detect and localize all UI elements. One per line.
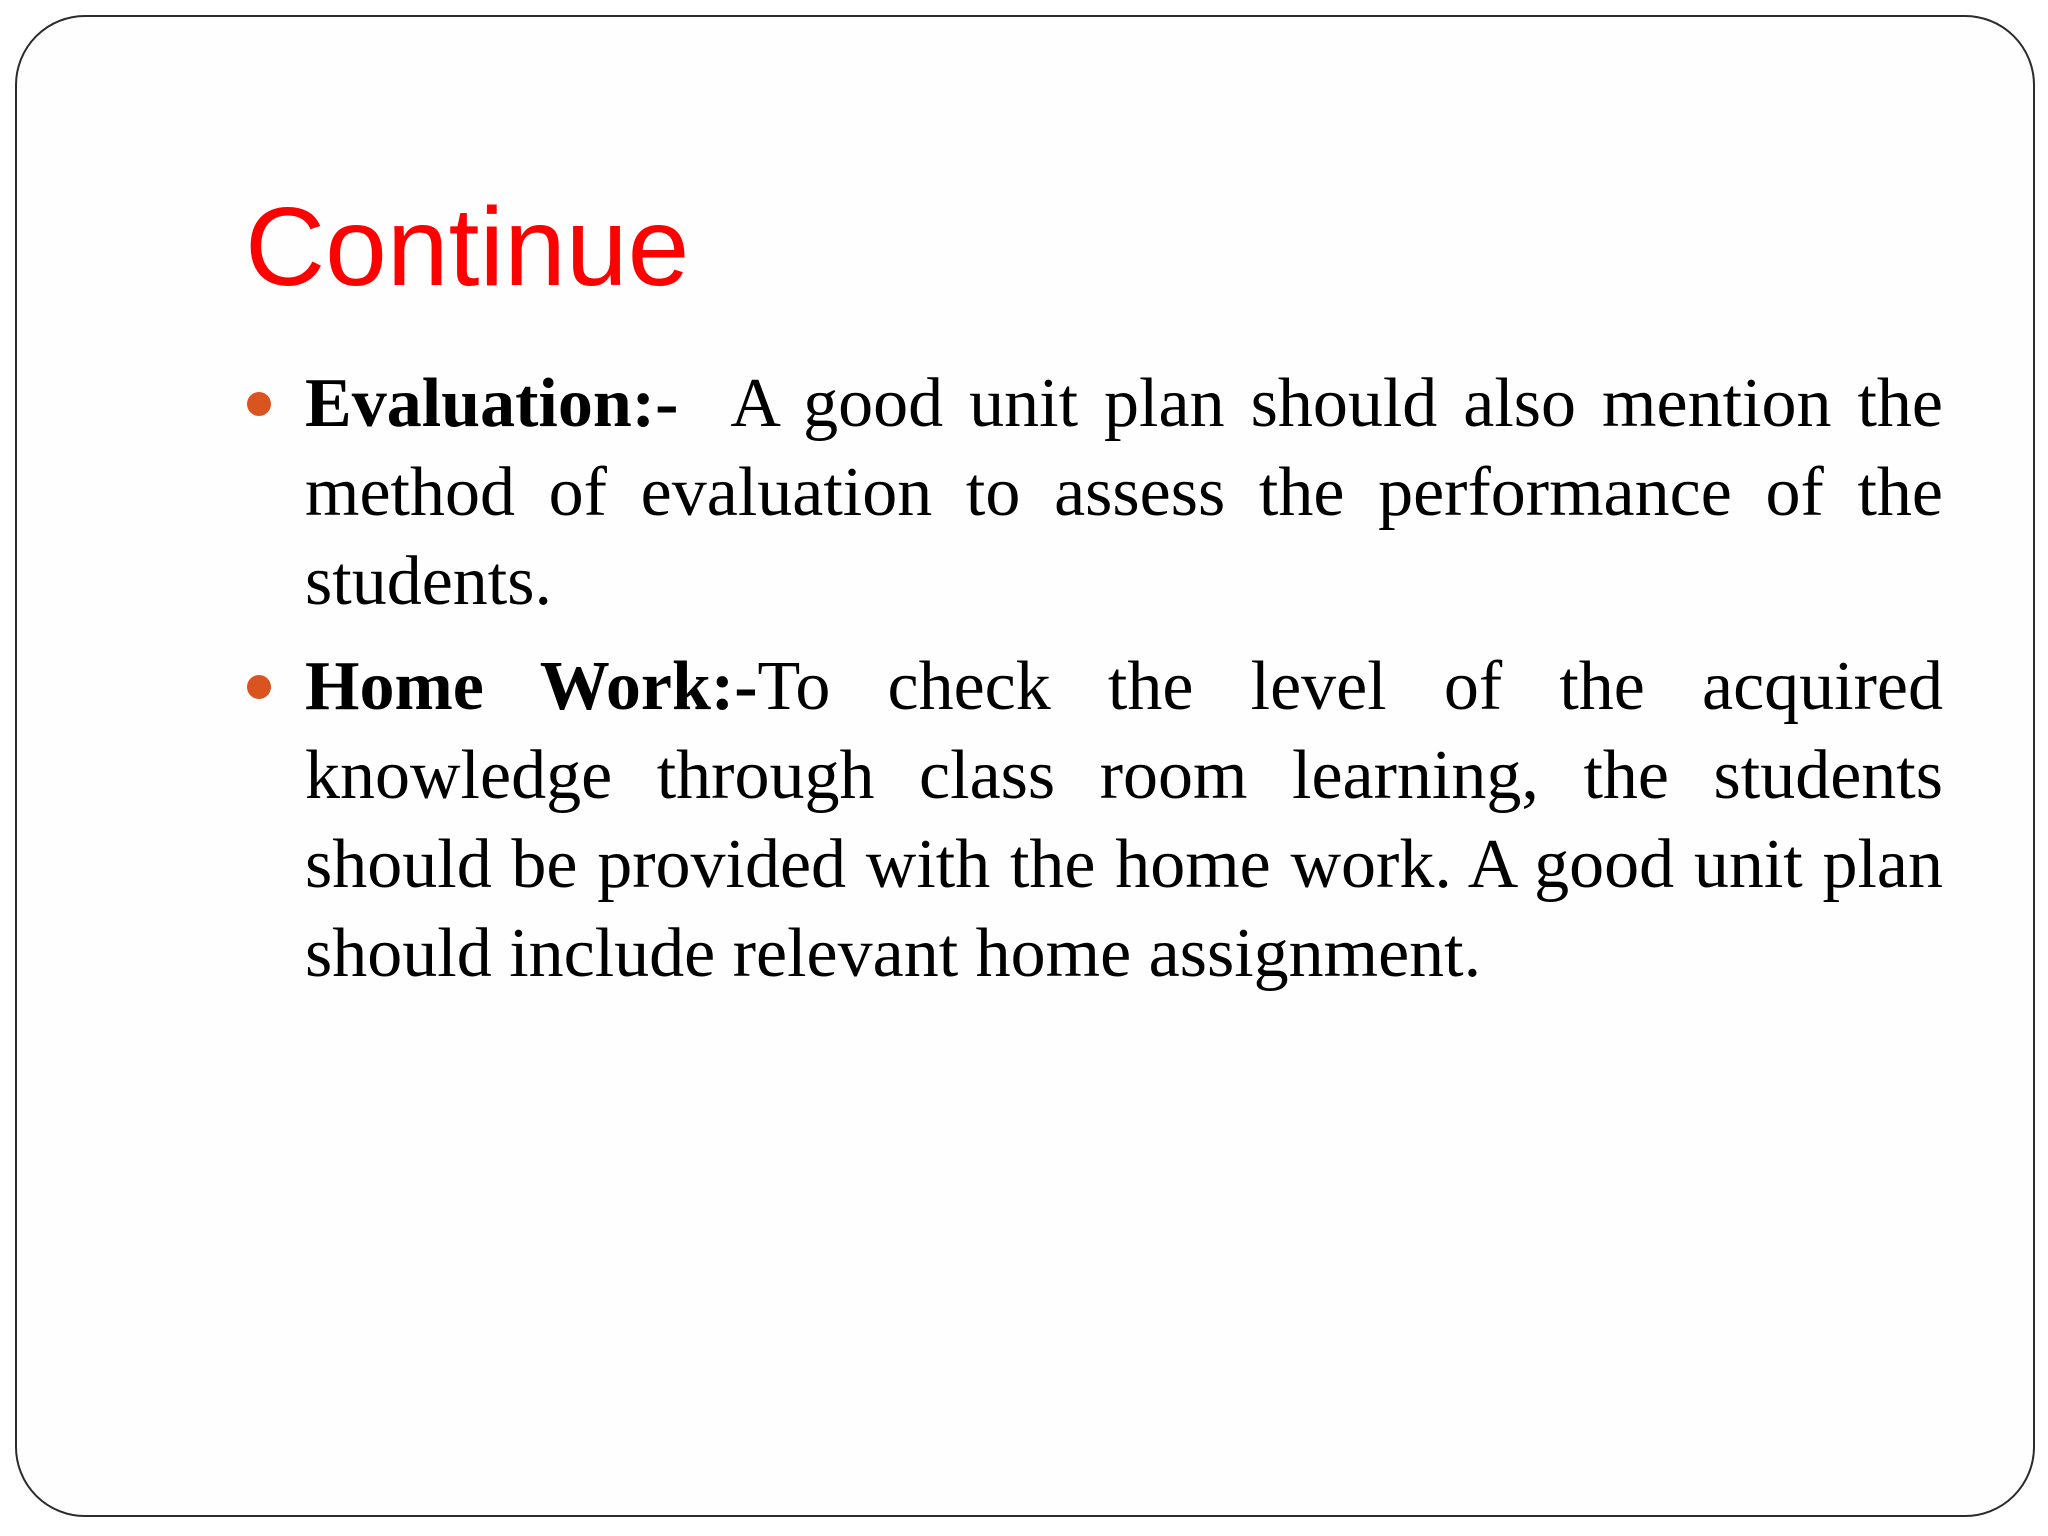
bullet-item-evaluation (305, 359, 1943, 626)
bullet-item-home-work (305, 642, 1943, 998)
bullet-dot-icon (247, 675, 271, 699)
slide-title: Continue (245, 185, 690, 309)
slide-frame (15, 15, 2035, 1517)
bullet-list (305, 359, 1943, 1014)
bullet-term: Evaluation:- (305, 365, 679, 442)
bullet-text: To check the level of the acquired knowledge through class room learning, the students should be provided with the home work. A good unit plan should include relevant home assignment. (305, 648, 1943, 992)
bullet-term: Home Work:- (305, 648, 758, 725)
bullet-text: A good unit plan should also mention the method of evaluation to assess the performance of the students. (305, 365, 1944, 620)
bullet-dot-icon (247, 392, 271, 416)
